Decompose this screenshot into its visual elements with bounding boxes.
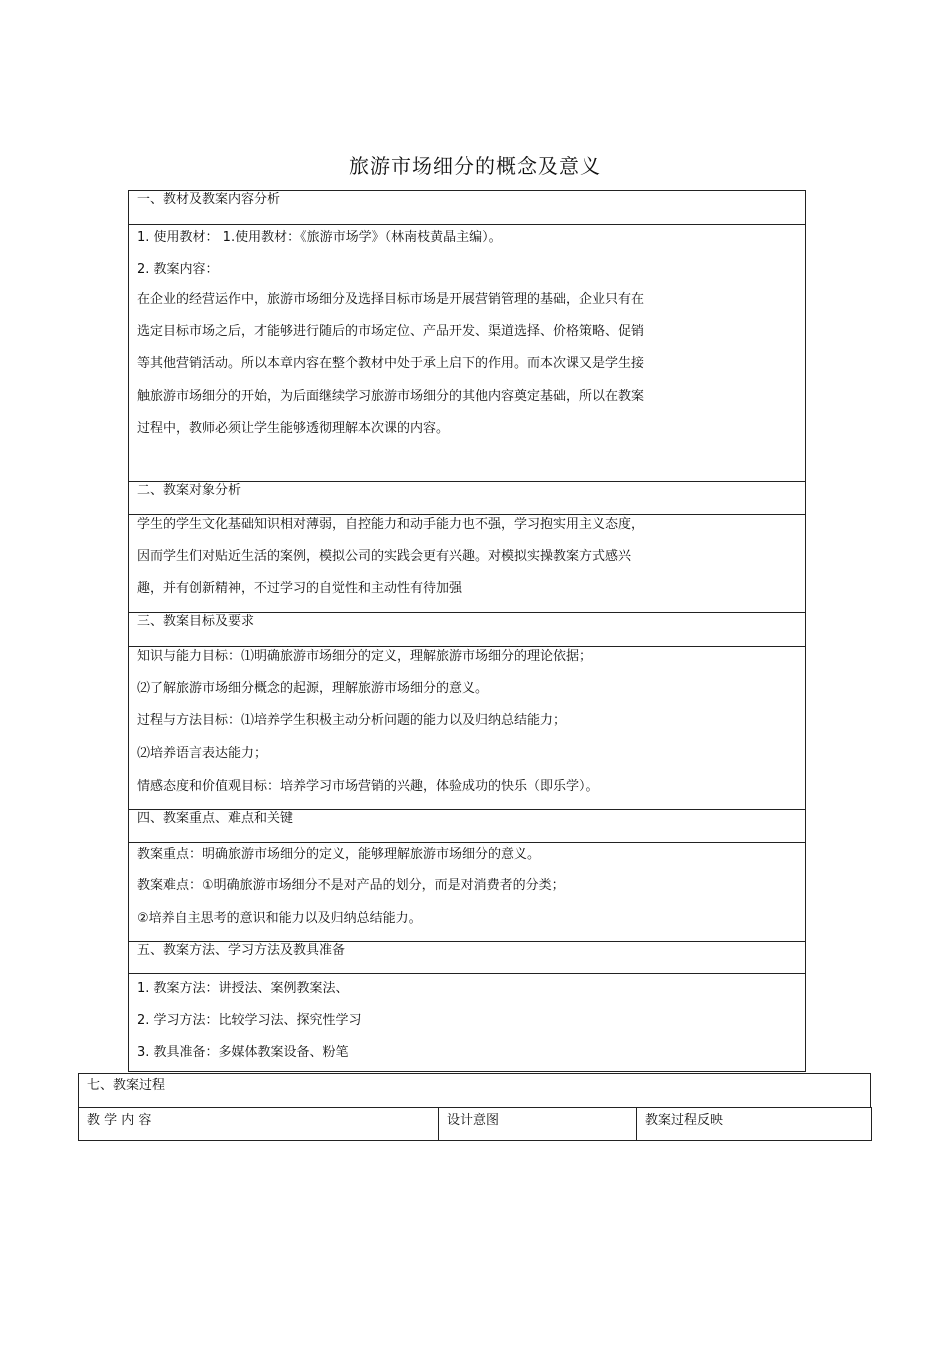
section-2-header (128, 481, 806, 515)
section-1-header (128, 190, 806, 225)
section-4-body (128, 842, 806, 942)
column-header-intent: 设计意图 (447, 1113, 500, 1128)
text-line: 知识与能力目标：⑴明确旅游市场细分的定义，理解旅游市场细分的理论依据； (137, 649, 593, 664)
column-header-feedback: 教案过程反映 (645, 1113, 724, 1128)
text-line: ②培养自主思考的意识和能力以及归纳总结能力。 (137, 911, 422, 926)
text-line: 2. 学习方法：比较学习法、探究性学习 (137, 1013, 362, 1028)
text-line: 过程与方法目标：⑴培养学生积极主动分析问题的能力以及归纳总结能力； (137, 713, 567, 728)
text-line: 过程中，教师必须让学生能够透彻理解本次课的内容。 (137, 421, 450, 436)
section-1-heading: 一、教材及教案内容分析 (137, 192, 281, 207)
text-line: 3. 教具准备：多媒体教案设备、粉笔 (137, 1045, 349, 1060)
text-line: 教案难点：①明确旅游市场细分不是对产品的划分，而是对消费者的分类； (137, 878, 565, 893)
section-7-header (78, 1073, 871, 1108)
section-3-header (128, 612, 806, 647)
text-line: 1. 教案方法：讲授法、案例教案法、 (137, 981, 349, 996)
text-line: 学生的学生文化基础知识相对薄弱，自控能力和动手能力也不强，学习抱实用主义态度， (137, 517, 645, 532)
table-header-cell-content (78, 1107, 439, 1141)
section-2-heading: 二、教案对象分析 (137, 483, 242, 498)
text-line: 1. 使用教材： 1.使用教材：《旅游市场学》（林南枝黄晶主编）。 (137, 230, 502, 245)
section-7-heading: 七、教案过程 (87, 1078, 166, 1093)
section-4-header (128, 809, 806, 843)
text-line: 选定目标市场之后，才能够进行随后的市场定位、产品开发、渠道选择、价格策略、促销 (137, 324, 645, 339)
text-line: 情感态度和价值观目标：培养学习市场营销的兴趣，体验成功的快乐（即乐学）。 (137, 779, 599, 794)
text-line: 触旅游市场细分的开始，为后面继续学习旅游市场细分的其他内容奠定基础，所以在教案 (137, 389, 645, 404)
section-1-body (128, 224, 806, 482)
section-5-body (128, 973, 806, 1072)
section-3-body (128, 646, 806, 810)
section-3-heading: 三、教案目标及要求 (137, 614, 255, 629)
text-line: 在企业的经营运作中，旅游市场细分及选择目标市场是开展营销管理的基础，企业只有在 (137, 292, 645, 307)
text-line: 因而学生们对贴近生活的案例，模拟公司的实践会更有兴趣。对模拟实操教案方式感兴 (137, 549, 632, 564)
text-line: ⑵了解旅游市场细分概念的起源，理解旅游市场细分的意义。 (137, 681, 489, 696)
section-2-body (128, 514, 806, 613)
text-line: ⑵培养语言表达能力； (137, 746, 268, 761)
document-title: 旅游市场细分的概念及意义 (349, 154, 601, 178)
section-5-heading: 五、教案方法、学习方法及教具准备 (137, 943, 346, 958)
section-4-heading: 四、教案重点、难点和关键 (137, 811, 294, 826)
column-header-content: 教 学 内 容 (87, 1113, 152, 1128)
text-line: 趣，并有创新精神，不过学习的自觉性和主动性有待加强 (137, 581, 463, 596)
text-line: 2. 教案内容： (137, 262, 219, 277)
text-line: 教案重点：明确旅游市场细分的定义，能够理解旅游市场细分的意义。 (137, 847, 541, 862)
section-5-header (128, 941, 806, 974)
table-header-cell-feedback (636, 1107, 872, 1141)
table-header-cell-intent (438, 1107, 637, 1141)
text-line: 等其他营销活动。所以本章内容在整个教材中处于承上启下的作用。而本次课又是学生接 (137, 356, 645, 371)
